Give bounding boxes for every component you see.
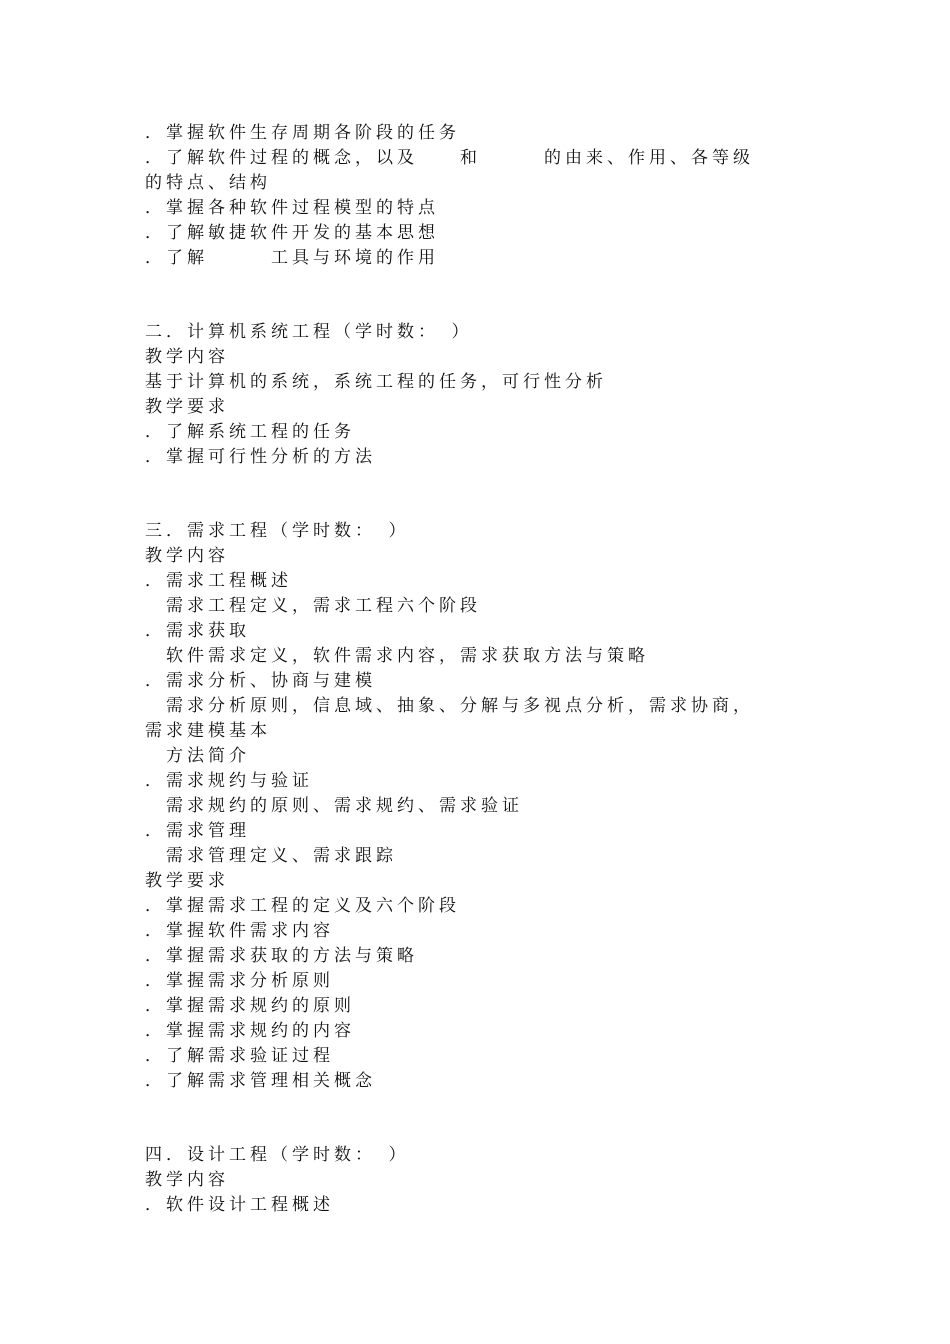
- text-line: 需求规约的原则、需求规约、需求验证: [145, 796, 523, 816]
- subheading: 教学要求: [145, 871, 229, 891]
- subheading: 教学内容: [145, 546, 229, 566]
- text-line: ．了解需求管理相关概念: [145, 1071, 376, 1091]
- section-heading: 四．设计工程（学时数： ）: [145, 1145, 410, 1165]
- text-line: ．掌握可行性分析的方法: [145, 447, 376, 467]
- text-line: ．了解敏捷软件开发的基本思想: [145, 223, 439, 243]
- text-line: ．掌握需求获取的方法与策略: [145, 946, 418, 966]
- text-line: ．掌握需求规约的原则: [145, 996, 355, 1016]
- subheading: 教学内容: [145, 347, 229, 367]
- text-line: ．掌握需求规约的内容: [145, 1021, 355, 1041]
- text-line: 需求建模基本: [145, 721, 271, 741]
- subheading: 教学要求: [145, 397, 229, 417]
- text-line: 基于计算机的系统，系统工程的任务，可行性分析: [145, 372, 607, 392]
- text-line: 需求分析原则，信息域、抽象、分解与多视点分析，需求协商，: [145, 696, 754, 716]
- text-line: ．了解系统工程的任务: [145, 422, 355, 442]
- text-line: ．需求管理: [145, 821, 250, 841]
- text-line: 需求管理定义、需求跟踪: [145, 846, 397, 866]
- text-line: ．掌握需求工程的定义及六个阶段: [145, 896, 460, 916]
- section-heading: 二．计算机系统工程（学时数： ）: [145, 322, 473, 342]
- section-heading: 三．需求工程（学时数： ）: [145, 521, 410, 541]
- text-line: ．了解 工具与环境的作用: [145, 248, 439, 268]
- text-line: ．了解需求验证过程: [145, 1046, 334, 1066]
- text-line: 软件需求定义，软件需求内容，需求获取方法与策略: [145, 646, 649, 666]
- text-line: ．掌握需求分析原则: [145, 971, 334, 991]
- text-line: ．掌握软件生存周期各阶段的任务: [145, 123, 460, 143]
- text-line: 的特点、结构: [145, 173, 271, 193]
- text-line: ．掌握软件需求内容: [145, 921, 334, 941]
- text-line: ．软件设计工程概述: [145, 1195, 334, 1215]
- text-line: ．需求获取: [145, 621, 250, 641]
- text-line: 方法简介: [145, 746, 250, 766]
- text-line: ．需求工程概述: [145, 571, 292, 591]
- subheading: 教学内容: [145, 1170, 229, 1190]
- text-line: ．需求分析、协商与建模: [145, 671, 376, 691]
- text-line: ．需求规约与验证: [145, 771, 313, 791]
- text-line: 需求工程定义，需求工程六个阶段: [145, 596, 481, 616]
- text-line: ．掌握各种软件过程模型的特点: [145, 198, 439, 218]
- text-line: ．了解软件过程的概念，以及 和 的由来、作用、各等级: [145, 148, 754, 168]
